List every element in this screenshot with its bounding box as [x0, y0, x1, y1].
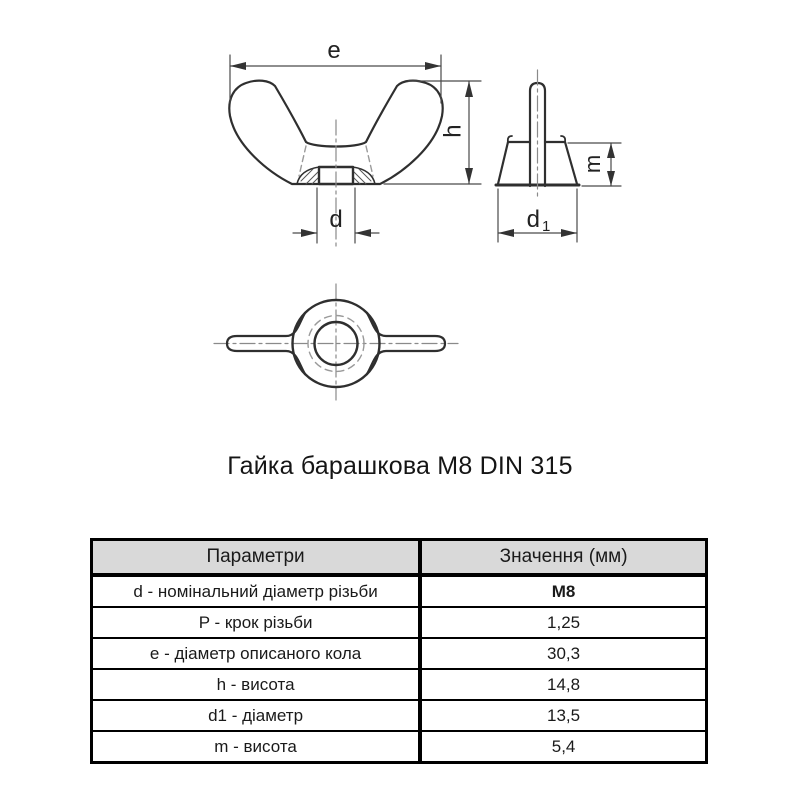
table-row — [92, 638, 707, 669]
param-cell: h - висота — [92, 669, 421, 700]
arrow-right-icon — [301, 229, 317, 237]
value-cell: 5,4 — [420, 731, 706, 763]
arrow-up-icon — [465, 81, 473, 97]
dim-label-m: m — [579, 154, 605, 174]
dim-label-h: h — [439, 124, 467, 138]
spec-table — [90, 538, 708, 764]
value-cell: 30,3 — [420, 638, 706, 669]
table-row — [92, 575, 707, 607]
value-cell: М8 — [420, 575, 706, 607]
side-view — [496, 70, 621, 242]
side-body-left — [498, 142, 508, 184]
dimension-h — [384, 81, 481, 184]
param-cell: d - номінальний діаметр різьби — [92, 575, 421, 607]
top-view — [214, 284, 458, 400]
arrow-left-icon — [355, 229, 371, 237]
front-view — [229, 37, 481, 246]
table-row — [92, 607, 707, 638]
value-cell: 14,8 — [420, 669, 706, 700]
arrow-down-icon — [465, 168, 473, 184]
arrow-down-icon — [607, 171, 615, 186]
dim-label-e: e — [327, 37, 341, 64]
arrow-left-icon — [498, 229, 514, 237]
dim-label-d1: d — [526, 206, 540, 233]
param-cell: d1 - діаметр — [92, 700, 421, 731]
value-cell: 13,5 — [420, 700, 706, 731]
table-row — [92, 731, 707, 763]
param-cell: е - діаметр описаного кола — [92, 638, 421, 669]
side-body-right — [565, 142, 577, 184]
table-row — [92, 700, 707, 731]
param-cell: m - висота — [92, 731, 421, 763]
col-header-param: Параметри — [92, 540, 421, 576]
arrow-up-icon — [607, 143, 615, 158]
dim-label-d1-sub: 1 — [542, 218, 551, 235]
table-header-row — [92, 540, 707, 576]
product-title: Гайка барашкова М8 DIN 315 — [227, 452, 573, 480]
arrow-right-icon — [425, 62, 441, 70]
arrow-right-icon — [561, 229, 577, 237]
col-header-value: Значення (мм) — [420, 540, 706, 576]
arrow-left-icon — [230, 62, 246, 70]
table-row — [92, 669, 707, 700]
dim-label-d: d — [329, 206, 343, 233]
param-cell: P - крок різьби — [92, 607, 421, 638]
value-cell: 1,25 — [420, 607, 706, 638]
